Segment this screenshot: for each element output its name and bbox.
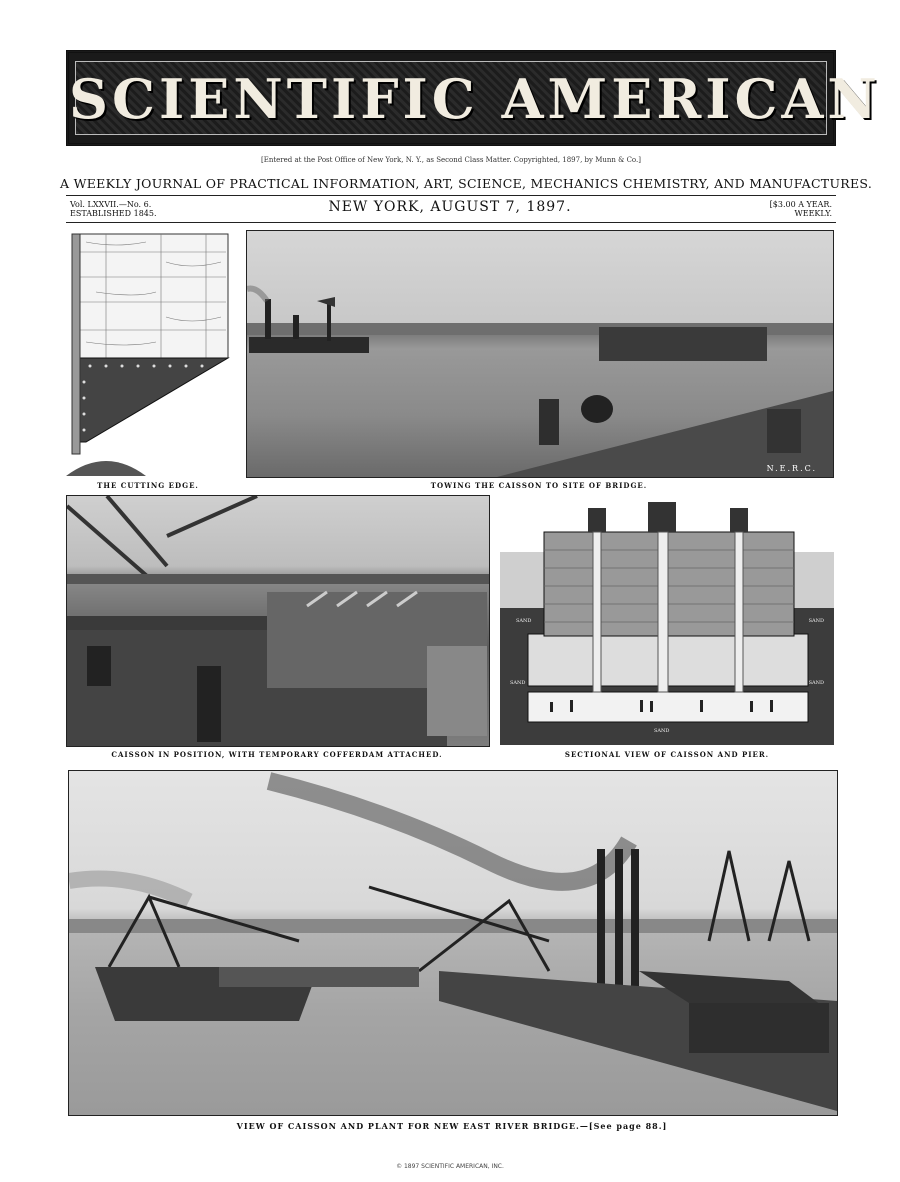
caption-towing: TOWING THE CAISSON TO SITE OF BRIDGE. [430,481,648,490]
volume-line: Vol. LXXVII.—No. 6. [70,200,152,209]
caption-caisson-plant: VIEW OF CAISSON AND PLANT FOR NEW EAST RIVER BRIDGE.—[See page 88.] [236,1121,668,1131]
figure-caisson-position [66,495,490,747]
masthead-title: SCIENTIFIC AMERICAN [69,67,881,131]
header-rule-bottom [66,222,836,223]
artist-signature: N.E.R.C. [766,464,817,473]
caption-sectional-view: SECTIONAL VIEW OF CAISSON AND PIER. [564,750,770,759]
figure-caisson-plant [68,770,838,1116]
caption-cutting-edge: THE CUTTING EDGE. [97,481,199,490]
cutting-edge-illustration [66,232,230,476]
volume-info [70,200,157,218]
frequency-line: WEEKLY. [794,209,832,218]
figure-towing-caisson [246,230,834,478]
towing-scene [247,231,833,477]
price-info [742,200,832,218]
caption-caisson-position: CAISSON IN POSITION, WITH TEMPORARY COFFERDAM ATTACHED. [111,750,443,759]
sectional-diagram [500,502,834,745]
price-line: [$3.00 A YEAR. [769,200,832,209]
copyright-notice: © 1897 SCIENTIFIC AMERICAN, INC. [396,1163,504,1170]
caisson-plant-scene [69,771,837,1115]
entry-note: [Entered at the Post Office of New York, N. Y., as Second Class Matter. Copyrighted, 1897, by Munn & Co.] [261,156,641,164]
sand-label-lower-left: SAND [510,680,526,686]
sand-label-bottom: SAND [654,728,670,734]
caisson-position-scene [67,496,489,746]
sand-label-right: SAND [808,618,824,624]
header-rule-top [66,195,836,196]
masthead [66,50,881,146]
figure-cutting-edge [66,232,230,476]
sand-label-left: SAND [516,618,532,624]
sand-label-lower-right: SAND [808,680,824,686]
dateline: NEW YORK, AUGUST 7, 1897. [328,199,572,215]
established-line: ESTABLISHED 1845. [70,209,157,218]
figure-sectional-view [500,502,834,745]
journal-subtitle: A WEEKLY JOURNAL OF PRACTICAL INFORMATION, ART, SCIENCE, MECHANICS CHEMISTRY, AND MANUFACTURES. [60,176,873,191]
